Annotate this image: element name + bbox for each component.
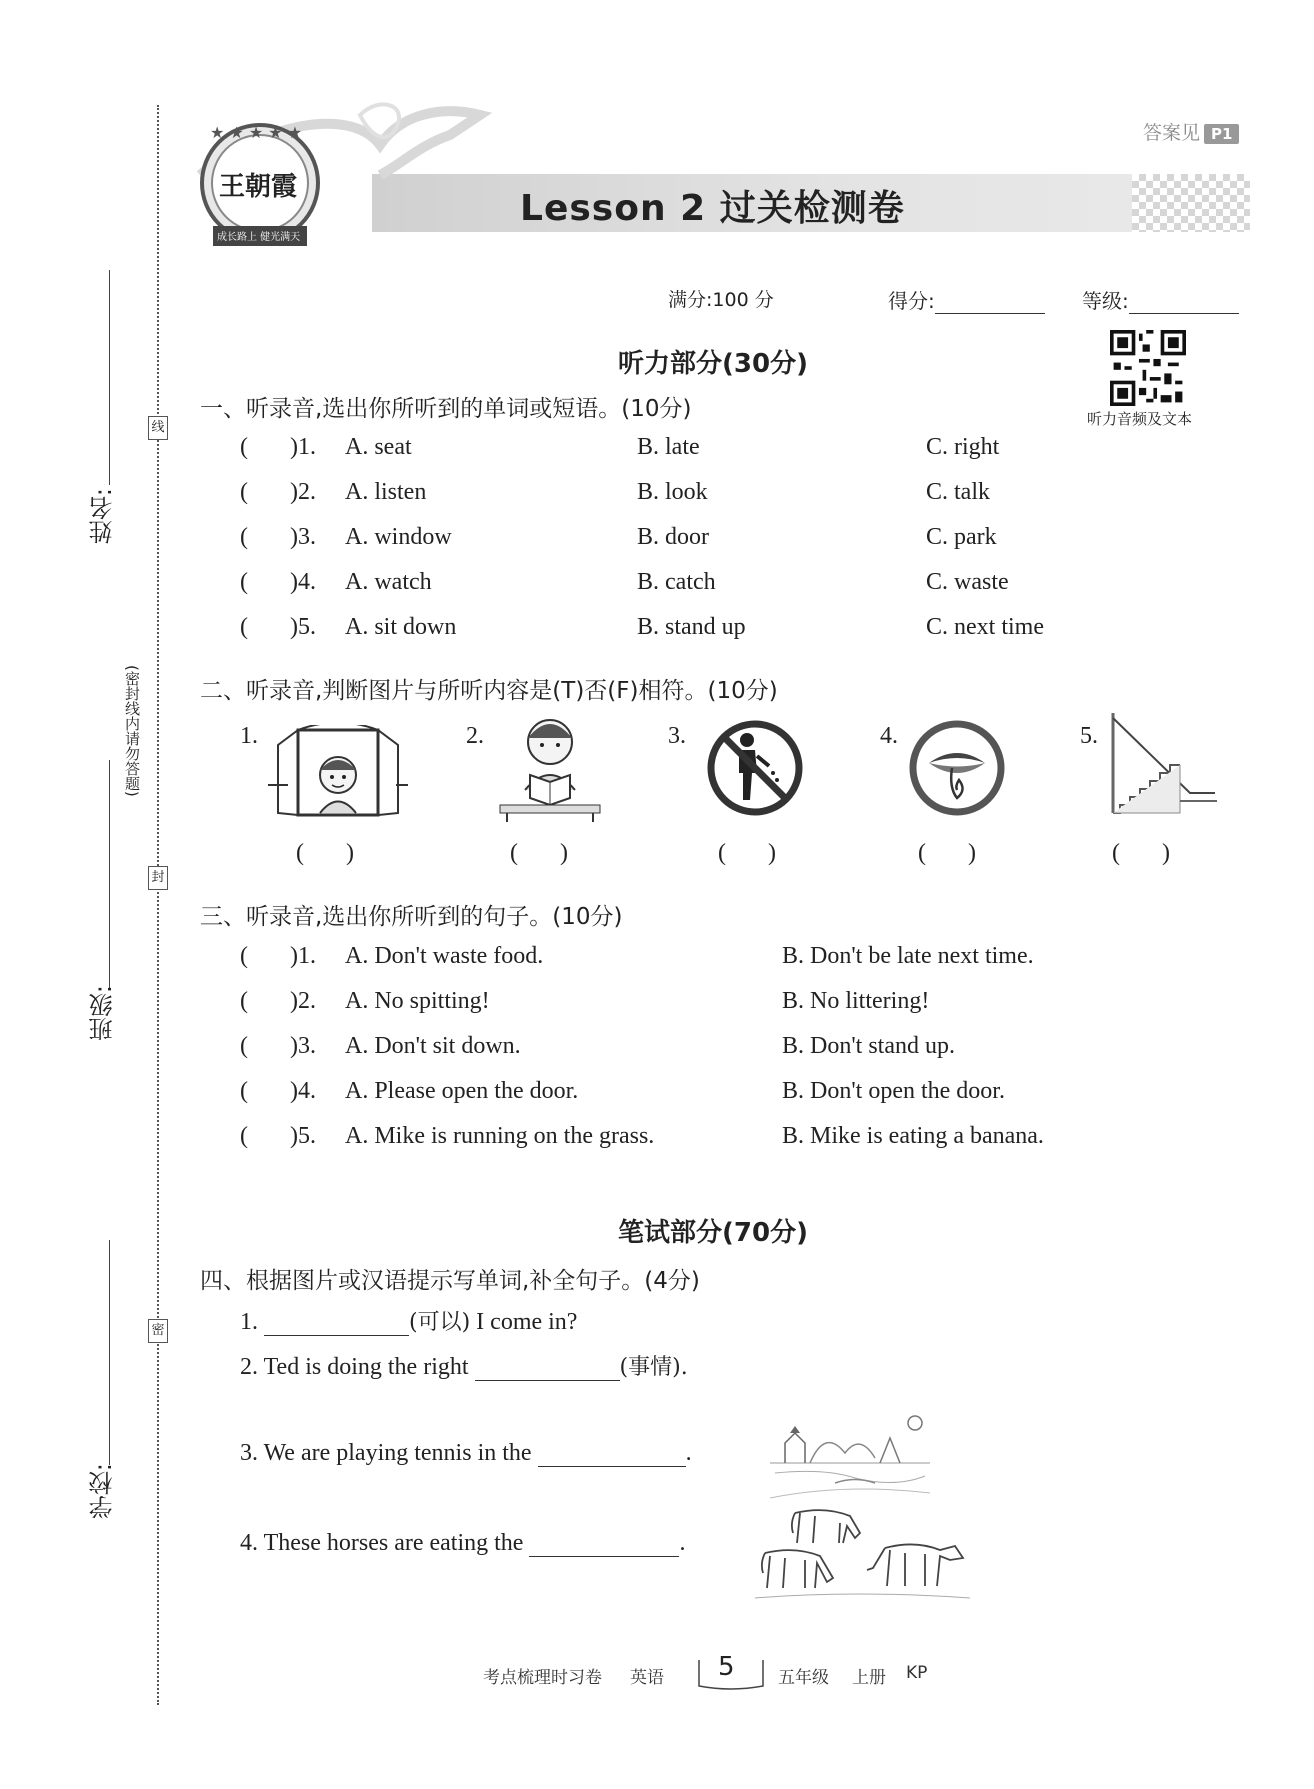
option-a: A. listen (345, 479, 427, 505)
page-title: Lesson 2 过关检测卷 (520, 188, 905, 229)
score-field (888, 285, 1045, 314)
option-c: C. next time (926, 614, 1044, 640)
option-a: A. seat (345, 434, 412, 460)
school-label: 学校: (89, 1463, 117, 1520)
q-num: 5. (297, 614, 316, 640)
option-a: A. Please open the door. (345, 1078, 579, 1104)
option-b: B. Mike is eating a banana. (782, 1123, 1044, 1149)
option-c: C. waste (926, 569, 1009, 595)
answer-paren[interactable]: ( ) (240, 479, 298, 505)
answer-paren[interactable]: ( ) (240, 434, 298, 460)
q-text: 2. Ted is doing the right (240, 1354, 469, 1380)
q-end: . (679, 1530, 686, 1556)
score-label: 得分: (888, 289, 935, 313)
svg-text:★ ★ ★ ★ ★: ★ ★ ★ ★ ★ (210, 123, 303, 142)
answer-paren[interactable]: ( ) (240, 569, 298, 595)
answer-reference (1143, 118, 1239, 145)
s3-q3 (240, 1033, 955, 1060)
name-blank-line (109, 270, 110, 485)
logo-text: 王朝霞 (219, 172, 298, 202)
s3-q2 (240, 988, 930, 1015)
s4-q1-blank[interactable] (264, 1309, 409, 1336)
s2-num-4: 4. (880, 723, 898, 749)
option-b: B. Don't be late next time. (782, 943, 1034, 969)
footer-subject: 英语 (630, 1668, 664, 1688)
option-a: A. Don't waste food. (345, 943, 544, 969)
option-a: A. Mike is running on the grass. (345, 1123, 655, 1149)
q-num: 2. (297, 479, 316, 505)
s4-q3 (240, 1440, 692, 1467)
s1-q2 (240, 479, 990, 506)
footer-volume: 上册 (852, 1668, 886, 1688)
seal-note: (密封线内请勿答题) (123, 665, 141, 797)
section4-title: 四、根据图片或汉语提示写单词,补全句子。(4分) (200, 1268, 700, 1294)
q-num: 1. (297, 434, 316, 460)
option-a: A. window (345, 524, 452, 550)
s2-answer-3[interactable]: ( ) (718, 840, 776, 866)
footer-code: KP (906, 1663, 928, 1683)
q-num: 5. (297, 1123, 316, 1149)
page-number: 5 (718, 1652, 735, 1682)
s2-num-1: 1. (240, 723, 258, 749)
no-spitting-sign-icon (907, 718, 1007, 818)
boy-at-window-icon (268, 725, 408, 825)
listening-part-title: 听力部分(30分) (618, 349, 808, 379)
hint: (可以) (409, 1310, 471, 1335)
option-a: A. sit down (345, 614, 457, 640)
s4-q2-blank[interactable] (475, 1354, 620, 1381)
s2-answer-4[interactable]: ( ) (918, 840, 976, 866)
option-b: B. look (637, 479, 708, 505)
footer-series: 考点梳理时习卷 (483, 1668, 602, 1688)
boy-reading-book-icon (495, 710, 605, 822)
s2-num-2: 2. (466, 723, 484, 749)
answer-paren[interactable]: ( ) (240, 524, 298, 550)
horses-eating-grass-icon (755, 1498, 970, 1608)
option-a: A. Don't sit down. (345, 1033, 521, 1059)
s2-answer-2[interactable]: ( ) (510, 840, 568, 866)
option-c: C. right (926, 434, 1000, 460)
answer-paren[interactable]: ( ) (240, 1033, 298, 1059)
s2-answer-1[interactable]: ( ) (296, 840, 354, 866)
seal-mark-xian: 线 (148, 416, 168, 440)
option-b: B. stand up (637, 614, 746, 640)
grade-blank[interactable] (1129, 293, 1239, 314)
option-a: A. watch (345, 569, 432, 595)
class-blank-line (109, 760, 110, 990)
option-b: B. Don't stand up. (782, 1033, 955, 1059)
q-num: 3. (297, 524, 316, 550)
q-text: 3. We are playing tennis in the (240, 1440, 532, 1466)
q-num: 4. (297, 569, 316, 595)
s3-q5 (240, 1123, 1044, 1150)
brand-logo (195, 118, 325, 253)
stairs-icon (1105, 713, 1217, 819)
writing-part-title: 笔试部分(70分) (618, 1218, 808, 1248)
s4-q1 (240, 1305, 577, 1336)
class-label: 班级: (89, 985, 117, 1042)
section1-title: 一、听录音,选出你所听到的单词或短语。(10分) (200, 396, 692, 422)
option-c: C. talk (926, 479, 990, 505)
s1-q1 (240, 434, 1000, 461)
s1-q5 (240, 614, 1044, 641)
qr-caption: 听力音频及文本 (1087, 410, 1193, 428)
seal-mark-feng: 封 (148, 866, 168, 890)
option-b: B. No littering! (782, 988, 930, 1014)
name-label: 姓名: (89, 488, 117, 545)
answer-paren[interactable]: ( ) (240, 943, 298, 969)
no-littering-sign-icon (705, 718, 805, 818)
s2-num-3: 3. (668, 723, 686, 749)
section3-title: 三、听录音,选出你所听到的句子。(10分) (200, 904, 623, 930)
q-num: 4. (297, 1078, 316, 1104)
seal-dotted-line (157, 105, 159, 1705)
qr-code-icon[interactable] (1110, 330, 1186, 406)
q-num: 2. (297, 988, 316, 1014)
seal-mark-mi: 密 (148, 1319, 168, 1343)
q-end: . (685, 1440, 692, 1466)
option-c: C. park (926, 524, 997, 550)
q-num: 1. (297, 943, 316, 969)
option-b: B. door (637, 524, 709, 550)
answer-paren[interactable]: ( ) (240, 988, 298, 1014)
s4-q3-blank[interactable] (538, 1440, 686, 1467)
park-illustration-icon (765, 1408, 935, 1503)
answer-paren[interactable]: ( ) (240, 614, 298, 640)
s4-q2 (240, 1350, 688, 1381)
q-text: 4. These horses are eating the (240, 1530, 524, 1556)
answer-ref-label: 答案见 (1143, 122, 1201, 144)
s1-q4 (240, 569, 1009, 596)
school-blank-line (109, 1240, 110, 1465)
s4-q4 (240, 1530, 685, 1557)
section2-title: 二、听录音,判断图片与所听内容是(T)否(F)相符。(10分) (200, 678, 778, 704)
title-checker-decoration (1132, 174, 1250, 232)
s2-num-5: 5. (1080, 723, 1098, 749)
option-b: B. late (637, 434, 700, 460)
hint: (事情). (619, 1355, 688, 1380)
answer-paren[interactable]: ( ) (240, 1078, 298, 1104)
q-num: 3. (297, 1033, 316, 1059)
score-blank[interactable] (935, 293, 1045, 314)
q-rest: I come in? (476, 1309, 578, 1335)
s4-q4-blank[interactable] (529, 1530, 679, 1557)
logo-slogan: 成长路上 健光满天 (217, 232, 301, 243)
s3-q4 (240, 1078, 1005, 1105)
option-b: B. Don't open the door. (782, 1078, 1005, 1104)
option-b: B. catch (637, 569, 716, 595)
answer-page-badge: P1 (1204, 124, 1239, 144)
q-num: 1. (240, 1309, 258, 1335)
option-a: A. No spitting! (345, 988, 490, 1014)
grade-field (1082, 285, 1239, 314)
s1-q3 (240, 524, 997, 551)
grade-label: 等级: (1082, 289, 1129, 313)
s2-answer-5[interactable]: ( ) (1112, 840, 1170, 866)
s3-q1 (240, 943, 1034, 970)
footer-grade: 五年级 (778, 1668, 829, 1688)
full-score: 满分:100 分 (668, 289, 774, 311)
answer-paren[interactable]: ( ) (240, 1123, 298, 1149)
